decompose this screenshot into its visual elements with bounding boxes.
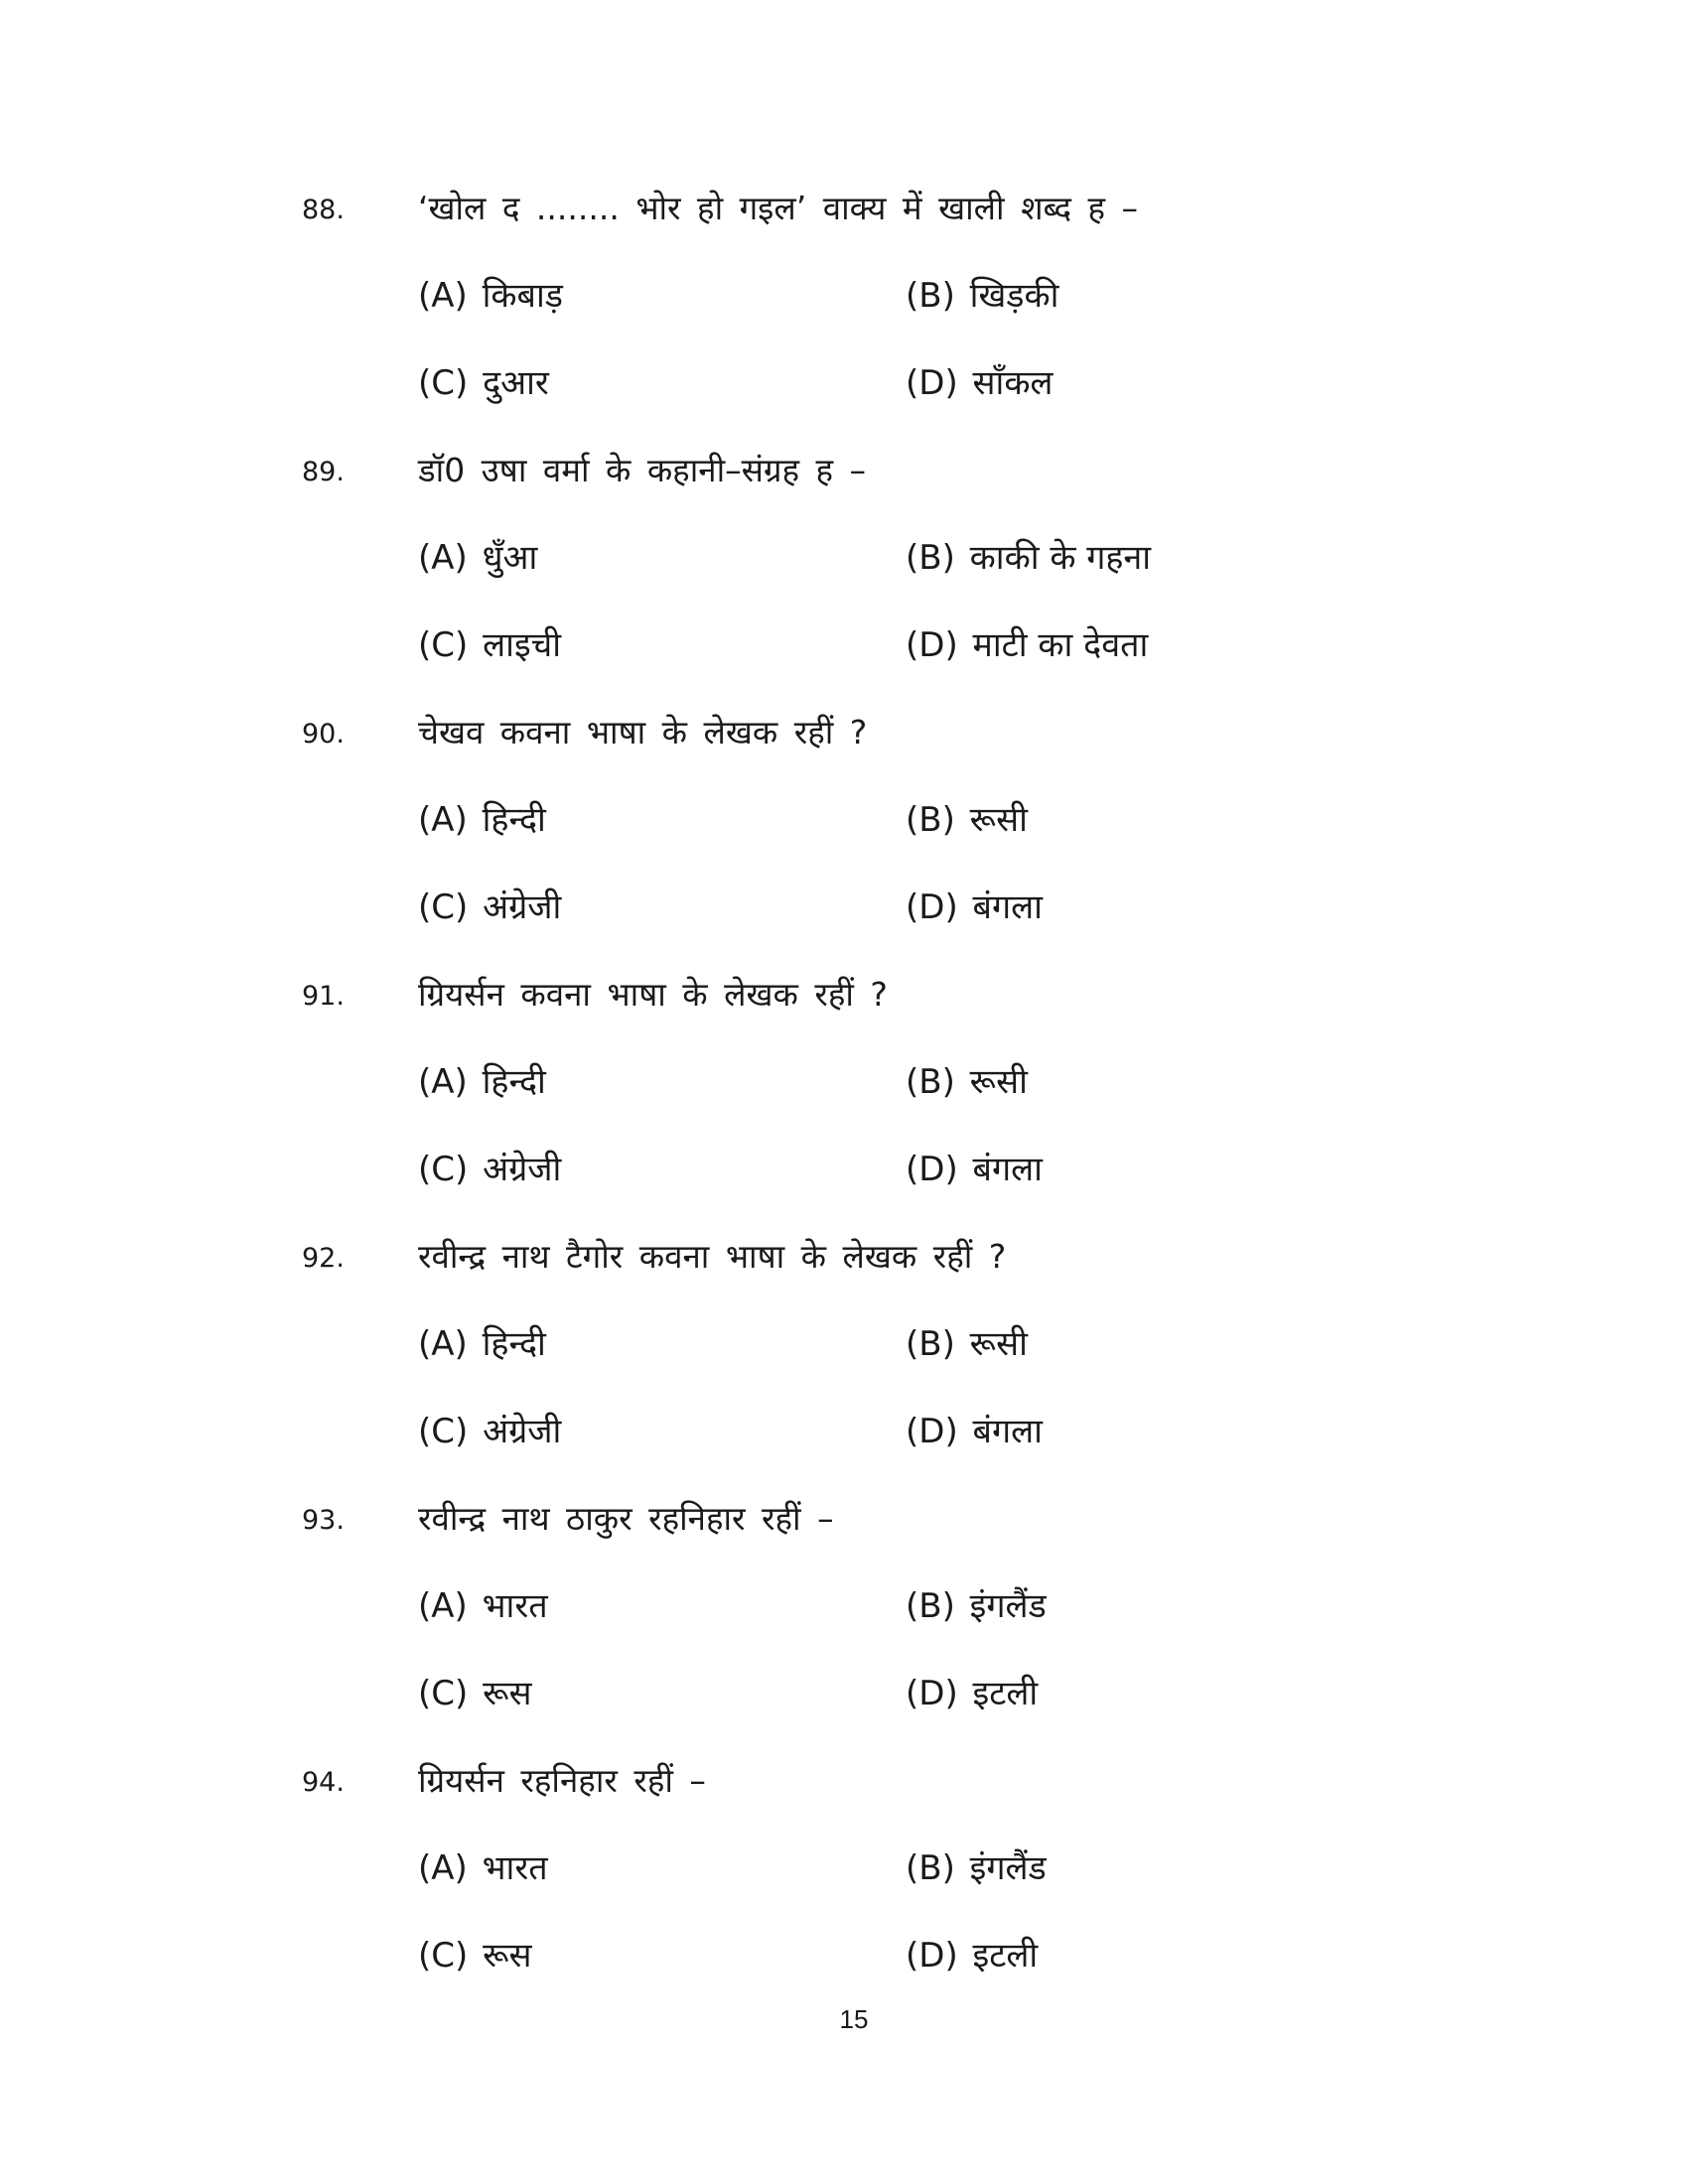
option-text: भारत (482, 1586, 548, 1626)
option-text: रूसी (969, 800, 1028, 840)
option-text: बंगला (972, 1412, 1043, 1451)
answer-option (418, 1060, 546, 1104)
answer-option (906, 798, 1028, 842)
option-key: (A) (418, 1848, 468, 1888)
answer-option (418, 1148, 561, 1191)
question-number: 89. (302, 457, 345, 487)
answer-option (418, 798, 546, 842)
option-text: खिड़की (969, 276, 1059, 316)
answer-option (418, 1846, 548, 1890)
answer-option (418, 1410, 561, 1453)
option-key: (A) (418, 1586, 468, 1626)
option-key: (D) (906, 1936, 958, 1976)
answer-option (418, 536, 537, 580)
option-text: रूसी (969, 1324, 1028, 1364)
question-text: ग्रियर्सन रहनिहार रहीं – (418, 1761, 706, 1800)
question-text: रवीन्द्र नाथ ठाकुर रहनिहार रहीं – (418, 1499, 834, 1538)
option-text: अंग्रेजी (483, 887, 562, 927)
option-key: (C) (418, 1674, 469, 1713)
question-number: 88. (302, 195, 345, 225)
option-text: इंगलैंड (969, 1586, 1047, 1626)
option-text: माटी का देवता (972, 625, 1149, 665)
option-key: (A) (418, 1062, 468, 1102)
question-number: 93. (302, 1505, 345, 1536)
option-key: (D) (906, 1674, 958, 1713)
question-text: रवीन्द्र नाथ टैगोर कवना भाषा के लेखक रहीं ? (418, 1237, 1007, 1276)
answer-option (906, 1060, 1028, 1104)
option-text: इटली (972, 1674, 1039, 1713)
answer-option (906, 361, 1054, 405)
option-text: भारत (482, 1848, 548, 1888)
option-text: अंग्रेजी (483, 1150, 562, 1189)
option-key: (D) (906, 363, 958, 403)
answer-option (418, 1672, 532, 1715)
option-text: दुआर (483, 363, 549, 403)
answer-option (906, 623, 1148, 667)
answer-option (906, 886, 1043, 929)
option-text: इटली (972, 1936, 1039, 1976)
answer-option (906, 1322, 1028, 1366)
question-text: चेखव कवना भाषा के लेखक रहीं ? (418, 713, 868, 751)
option-text: अंग्रेजी (483, 1412, 562, 1451)
option-text: हिन्दी (482, 1062, 546, 1102)
answer-option (418, 1584, 548, 1628)
option-key: (D) (906, 1412, 958, 1451)
option-key: (C) (418, 1150, 469, 1189)
answer-option (906, 1410, 1043, 1453)
option-text: किबाड़ (482, 276, 563, 316)
question-number: 90. (302, 719, 345, 750)
option-key: (B) (906, 1062, 955, 1102)
question-text: डॉ0 उषा वर्मा के कहानी–संग्रह ह – (418, 451, 867, 489)
option-key: (B) (906, 538, 955, 578)
answer-option (906, 274, 1058, 318)
option-text: बंगला (972, 1150, 1043, 1189)
option-key: (B) (906, 1848, 955, 1888)
answer-option (906, 1584, 1047, 1628)
option-key: (A) (418, 1324, 468, 1364)
answer-option (906, 1934, 1038, 1978)
option-text: रूस (483, 1936, 532, 1976)
answer-option (906, 536, 1151, 580)
option-text: हिन्दी (482, 800, 546, 840)
option-key: (D) (906, 1150, 958, 1189)
option-text: लाइची (483, 625, 562, 665)
option-text: साँकल (972, 363, 1054, 403)
answer-option (906, 1148, 1043, 1191)
option-key: (B) (906, 1586, 955, 1626)
option-key: (A) (418, 800, 468, 840)
answer-option (906, 1672, 1038, 1715)
question-number: 92. (302, 1243, 345, 1274)
option-text: बंगला (972, 887, 1043, 927)
option-text: इंगलैंड (969, 1848, 1047, 1888)
option-key: (D) (906, 887, 958, 927)
option-key: (B) (906, 276, 955, 316)
option-text: धुँआ (482, 538, 538, 578)
question-text: ‘खोल द ........ भोर हो गइल’ वाक्य में खाली शब्द ह – (418, 189, 1139, 227)
answer-option (418, 623, 561, 667)
question-text: ग्रियर्सन कवना भाषा के लेखक रहीं ? (418, 975, 888, 1014)
question-number: 91. (302, 981, 345, 1012)
answer-option (418, 886, 561, 929)
answer-option (418, 1322, 546, 1366)
answer-option (418, 1934, 532, 1978)
option-key: (C) (418, 625, 469, 665)
option-key: (C) (418, 363, 469, 403)
option-key: (C) (418, 1412, 469, 1451)
option-text: हिन्दी (482, 1324, 546, 1364)
option-key: (C) (418, 1936, 469, 1976)
answer-option (418, 274, 563, 318)
option-key: (D) (906, 625, 958, 665)
option-text: काकी के गहना (969, 538, 1152, 578)
question-number: 94. (302, 1767, 345, 1798)
page-number: 15 (839, 2004, 869, 2034)
option-text: रूस (483, 1674, 532, 1713)
option-text: रूसी (969, 1062, 1028, 1102)
option-key: (B) (906, 1324, 955, 1364)
option-key: (A) (418, 538, 468, 578)
option-key: (A) (418, 276, 468, 316)
option-key: (C) (418, 887, 469, 927)
answer-option (906, 1846, 1047, 1890)
option-key: (B) (906, 800, 955, 840)
answer-option (418, 361, 549, 405)
